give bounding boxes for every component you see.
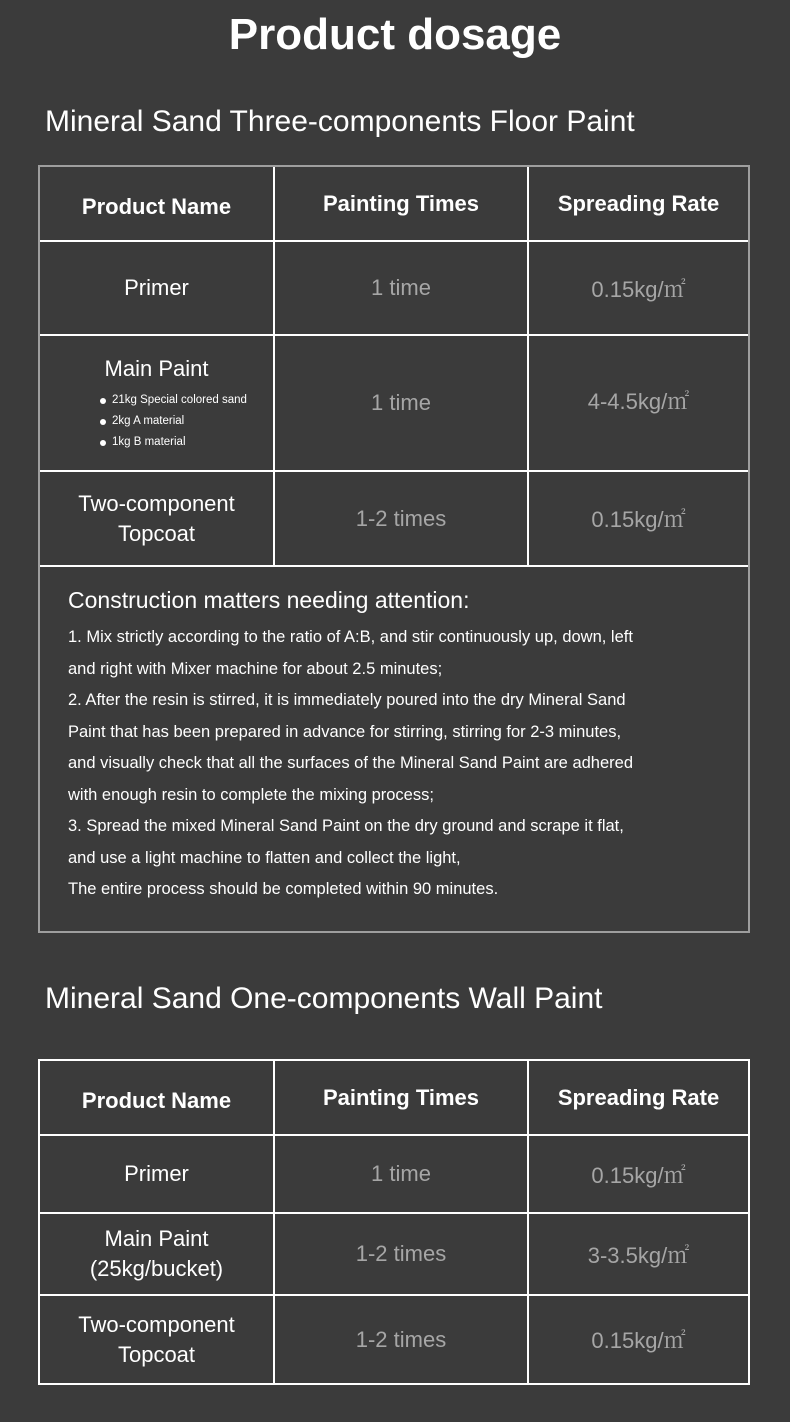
product-package: (25kg/bucket) xyxy=(89,1256,224,1281)
notes-line: and visually check that all the surfaces of the Mineral Sand Paint are adhered xyxy=(68,754,633,772)
product-name: Primer xyxy=(40,1135,274,1213)
product-name: Primer xyxy=(40,241,274,335)
spreading-rate: 0.15kg/㎡ xyxy=(528,1295,748,1383)
product-name: Two-component Topcoat xyxy=(40,471,274,565)
product-name-cell xyxy=(40,335,274,471)
bullet-icon xyxy=(100,398,106,404)
floor-paint-table xyxy=(38,165,750,933)
list-item: 2kg A material xyxy=(100,411,273,432)
component-list xyxy=(40,390,273,453)
notes-line: The entire process should be completed within 90 minutes. xyxy=(68,880,499,898)
painting-times: 1-2 times xyxy=(274,471,528,565)
header-product-name: Product Name xyxy=(81,1087,232,1113)
table-row xyxy=(40,335,748,471)
construction-notes xyxy=(40,565,748,906)
notes-line: 3. Spread the mixed Mineral Sand Paint on the dry ground and scrape it flat, xyxy=(68,817,624,835)
painting-times: 1 time xyxy=(274,241,528,335)
wall-paint-table xyxy=(38,1059,750,1385)
table-row xyxy=(40,1295,748,1383)
notes-line: 1. Mix strictly according to the ratio of A:B, and stir continuously up, down, left xyxy=(68,628,633,646)
bullet-icon xyxy=(100,419,106,425)
spreading-rate: 0.15kg/㎡ xyxy=(528,1135,748,1213)
painting-times: 1 time xyxy=(274,1135,528,1213)
table-row xyxy=(40,241,748,335)
page-title: Product dosage xyxy=(228,10,562,59)
notes-title: Construction matters needing attention: xyxy=(68,587,470,613)
header-painting-times: Painting Times xyxy=(274,167,528,241)
spreading-rate: 0.15kg/㎡ xyxy=(528,471,748,565)
painting-times: 1-2 times xyxy=(274,1213,528,1295)
header-painting-times: Painting Times xyxy=(274,1061,528,1135)
floor-paint-title: Mineral Sand Three-components Floor Paint xyxy=(45,105,635,138)
painting-times: 1-2 times xyxy=(274,1295,528,1383)
spreading-rate: 0.15kg/㎡ xyxy=(528,241,748,335)
bullet-icon xyxy=(100,440,106,446)
table-row xyxy=(40,1213,748,1295)
wall-paint-title: Mineral Sand One-components Wall Paint xyxy=(45,982,603,1015)
table-header-row xyxy=(40,167,748,241)
spreading-rate: 4-4.5kg/㎡ xyxy=(528,335,748,471)
list-item: 1kg B material xyxy=(100,432,273,453)
notes-line: and right with Mixer machine for about 2.5 minutes; xyxy=(68,659,443,678)
table-row xyxy=(40,471,748,565)
header-product-name: Product Name xyxy=(81,193,232,219)
product-name-cell xyxy=(40,1295,274,1383)
product-name: Main Paint xyxy=(104,1226,209,1251)
notes-line: with enough resin to complete the mixing process; xyxy=(68,785,434,804)
product-name: Main Paint xyxy=(104,355,209,381)
product-name: Two-component xyxy=(78,1311,235,1337)
header-spreading-rate: Spreading Rate xyxy=(528,167,748,241)
notes-line: 2. After the resin is stirred, it is immediately poured into the dry Mineral Sand xyxy=(68,691,626,709)
spreading-rate: 3-3.5kg/㎡ xyxy=(528,1213,748,1295)
notes-line: and use a light machine to flatten and collect the light, xyxy=(68,848,461,867)
list-item: 21kg Special colored sand xyxy=(100,390,273,411)
product-name-cont: Topcoat xyxy=(117,1341,196,1367)
table-row xyxy=(40,1135,748,1213)
product-name-cell xyxy=(40,1213,274,1295)
notes-line: Paint that has been prepared in advance for stirring, stirring for 2-3 minutes, xyxy=(68,722,622,741)
painting-times: 1 time xyxy=(274,335,528,471)
table-header-row xyxy=(40,1061,748,1135)
header-spreading-rate: Spreading Rate xyxy=(528,1061,748,1135)
